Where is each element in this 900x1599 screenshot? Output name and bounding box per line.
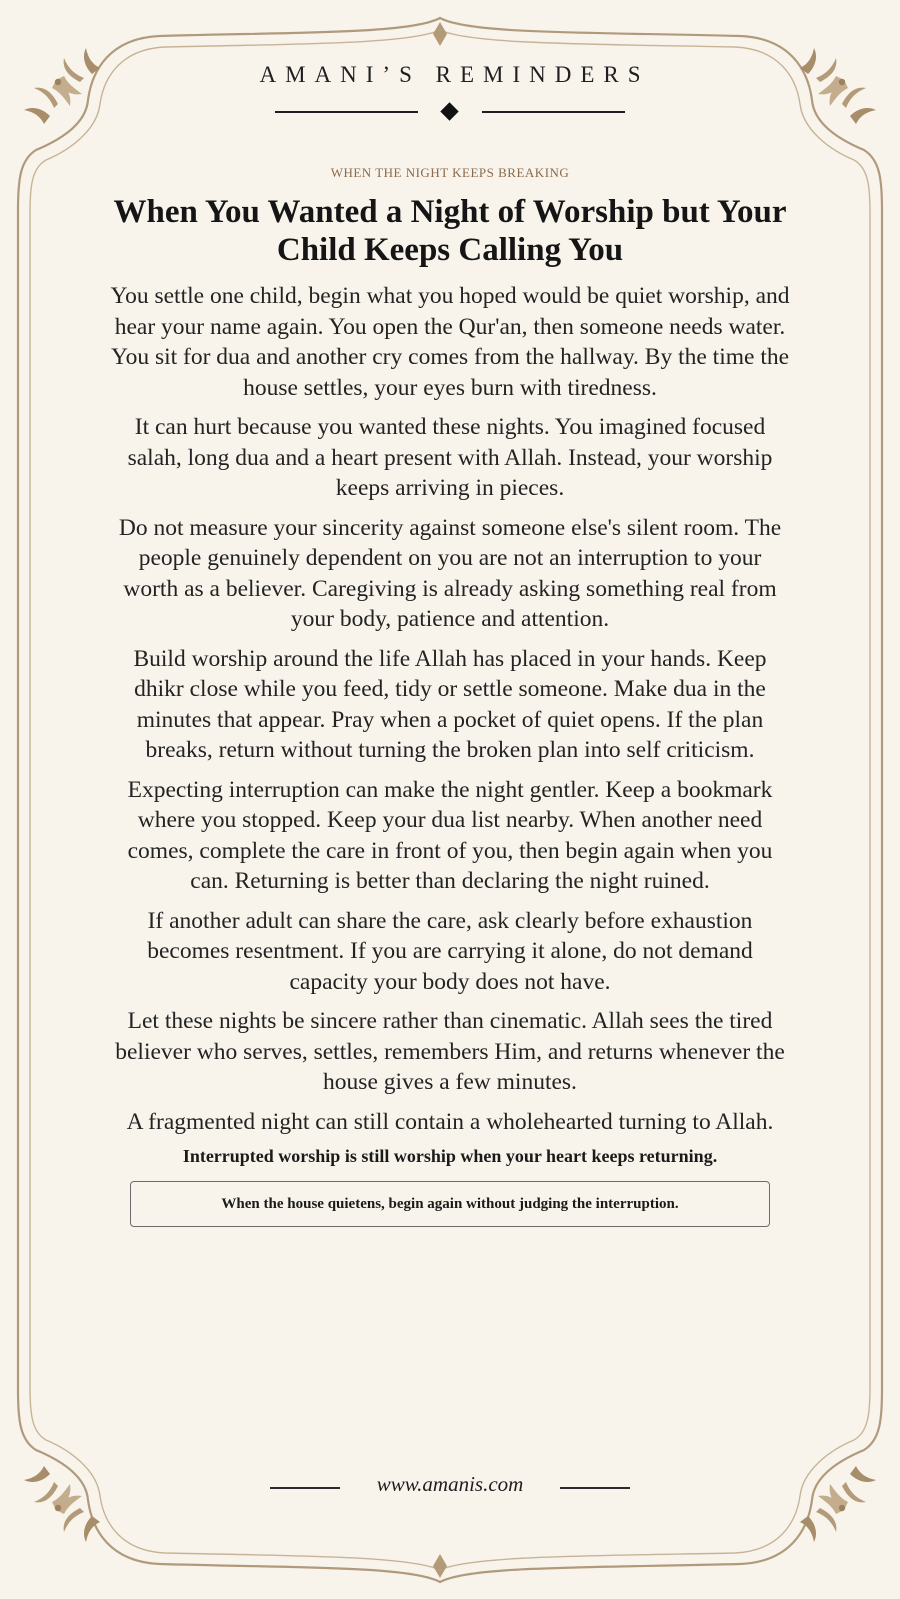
callout-text: When the house quietens, begin again without judging the interruption. — [221, 1195, 679, 1212]
masthead — [0, 62, 900, 122]
article-paragraph: Let these nights be sincere rather than cinematic. Allah sees the tired believer who serves, settles, remembers Him, and returns whenever the house gives a few minutes. — [115, 1008, 785, 1095]
article-paragraph: Do not measure your sincerity against someone else's silent room. The people genuinely dependent on you are not an interruption to your worth as a believer. Caregiving is already asking something real from your body, patience and attention. — [118, 514, 782, 632]
article-paragraph: If another adult can share the care, ask clearly before exhaustion becomes resentment. If you are carrying it alone, do not demand capacity your body does not have. — [147, 907, 753, 995]
article-paragraph: Build worship around the life Allah has placed in your hands. Keep dhikr close while you feed, tidy or settle someone. Make dua in the minutes that appear. Pray when a pocket of quiet opens. If the plan breaks, return without turning the broken plan into self criticism. — [133, 645, 767, 763]
brand-name: AMANI’S REMINDERS — [259, 62, 650, 87]
divider-line-right — [482, 111, 625, 113]
brand-divider — [275, 102, 625, 122]
article-kicker: WHEN THE NIGHT KEEPS BREAKING — [330, 165, 570, 180]
closing-line: Interrupted worship is still worship when your heart keeps returning. — [182, 1146, 718, 1166]
article-paragraph: You settle one child, begin what you hoped would be quiet worship, and hear your name again. You open the Qur'an, then someone needs water. You sit for dua and another cry comes from the hallway. By the time the house settles, your eyes burn with tiredness. — [110, 283, 790, 401]
footer — [0, 1472, 900, 1502]
divider-line-left — [275, 111, 418, 113]
article-title: When You Wanted a Night of Worship but Your Child Keeps Calling You — [113, 194, 787, 268]
article — [110, 165, 790, 1227]
diamond-icon — [440, 102, 458, 120]
website-link[interactable]: www.amanis.com — [376, 1472, 524, 1496]
article-paragraph: A fragmented night can still contain a wholehearted turning to Allah. — [126, 1108, 774, 1135]
footer-line-left — [270, 1487, 340, 1489]
footer-line-right — [560, 1487, 630, 1489]
article-paragraph: Expecting interruption can make the night gentler. Keep a bookmark where you stopped. Keep your dua list nearby. When another need comes, complete the care in front of you, then begin again when you can. Returning is better than declaring the night ruined. — [127, 776, 773, 894]
article-paragraph: It can hurt because you wanted these nights. You imagined focused salah, long dua and a heart present with Allah. Instead, your worship keeps arriving in pieces. — [127, 414, 773, 501]
callout-box — [130, 1181, 770, 1227]
